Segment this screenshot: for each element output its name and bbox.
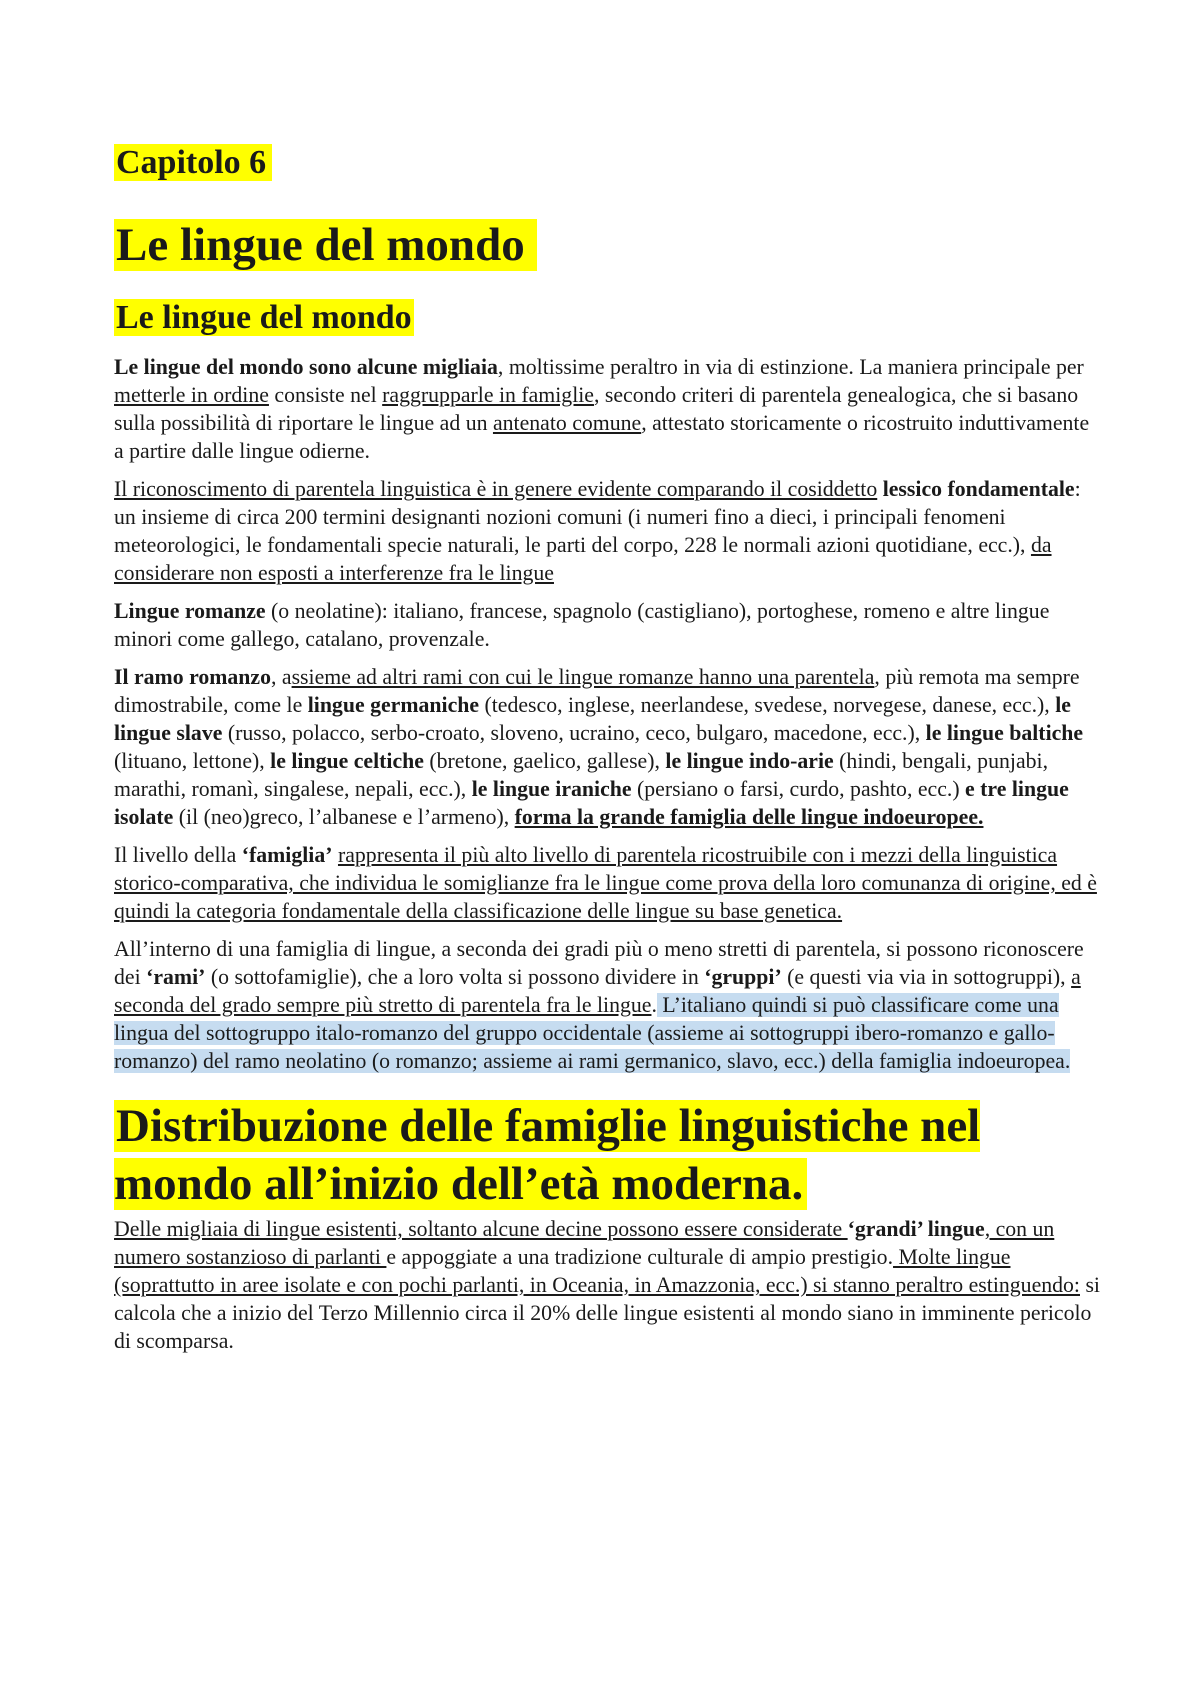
paragraph: All’interno di una famiglia di lingue, a seconda dei gradi più o meno stretti di parentela, si possono riconoscere dei ‘rami’ (o sottofamiglie), che a loro volta si possono dividere in ‘gruppi’ (e questi via via in sottogruppi), a seconda del grado sempre più stretto di parentela fra le lingue. L’italiano quindi si può classificare come una lingua del sottogruppo italo-romanzo del gruppo occidentale (assieme ai sottogruppi ibero-romanzo e gallo-romanzo) del ramo neolatino (o romanzo; assieme ai rami germanico, slavo, ecc.) della famiglia indoeuropea. xyxy=(114,937,1084,1073)
paragraph: Il livello della ‘famiglia’ rappresenta il più alto livello di parentela ricostruibile con i mezzi della linguistica storico-comparativa, che individua le somiglianze fra le lingue come prova della loro comunanza di origine, ed è quindi la categoria fondamentale della classificazione delle lingue su base genetica. xyxy=(114,843,1097,923)
paragraph: Le lingue del mondo sono alcune migliaia, moltissime peraltro in via di estinzione. La maniera principale per metterle in ordine consiste nel raggrupparle in famiglie, secondo criteri di parentela genealogica, che si basano sulla possibilità di riportare le lingue ad un antenato comune, attestato storicamente o ricostruito induttivamente a partire dalle lingue odierne. xyxy=(114,355,1090,463)
selected-text[interactable]: L’italiano quindi si può classificare come una lingua del sottogruppo italo-romanzo del gruppo occidentale (assieme ai sottogruppi ibero-romanzo e gallo-romanzo) del ramo neolatino (o romanzo; assieme ai rami germanico, slavo, ecc.) della famiglia indoeuropea. xyxy=(114,993,1071,1073)
page-title: Le lingue del mondo xyxy=(114,215,1100,275)
paragraph: Lingue romanze (o neolatine): italiano, francese, spagnolo (castigliano), portoghese, romeno e altre lingue minori come gallego, catalano, provenzale. xyxy=(114,599,1050,651)
document-page xyxy=(114,100,1100,1355)
chapter-label: Capitolo 6 xyxy=(114,141,1100,185)
paragraph: Il ramo romanzo, assieme ad altri rami con cui le lingue romanze hanno una parentela, più remota ma sempre dimostrabile, come le lingue germaniche (tedesco, inglese, neerlandese, svedese, norvegese, danese, ecc.), le lingue slave (russo, polacco, serbo-croato, sloveno, ucraino, ceco, bulgaro, macedone, ecc.), le lingue baltiche (lituano, lettone), le lingue celtiche (bretone, gaelico, gallese), le lingue indo-arie (hindi, bengali, punjabi, marathi, romanì, singalese, nepali, ecc.), le lingue iraniche (persiano o farsi, curdo, pashto, ecc.) e tre lingue isolate (il (neo)greco, l’albanese e l’armeno), forma la grande famiglia delle lingue indoeuropee. xyxy=(114,665,1084,829)
section-heading: Le lingue del mondo xyxy=(116,299,412,336)
paragraph: Il riconoscimento di parentela linguistica è in genere evidente comparando il cosiddetto lessico fondamentale: un insieme di circa 200 termini designanti nozioni comuni (i numeri fino a dieci, i principali fenomeni meteorologici, le fondamentali specie naturali, le parti del corpo, 228 le normali azioni quotidiane, ecc.), da considerare non esposti a interferenze fra le lingue xyxy=(114,477,1081,585)
paragraph: Delle migliaia di lingue esistenti, soltanto alcune decine possono essere considerate ‘grandi’ lingue, con un numero sostanzioso di parlanti e appoggiate a una tradizione culturale di ampio prestigio. Molte lingue (soprattutto in aree isolate e con pochi parlanti, in Oceania, in Amazzonia, ecc.) si stanno peraltro estinguendo: si calcola che a inizio del Terzo Millennio circa il 20% delle lingue esistenti al mondo siano in imminente pericolo di scomparsa. xyxy=(114,1217,1100,1353)
section-heading: Distribuzione delle famiglie linguistiche nel mondo all’inizio dell’età moderna. xyxy=(114,1100,981,1210)
